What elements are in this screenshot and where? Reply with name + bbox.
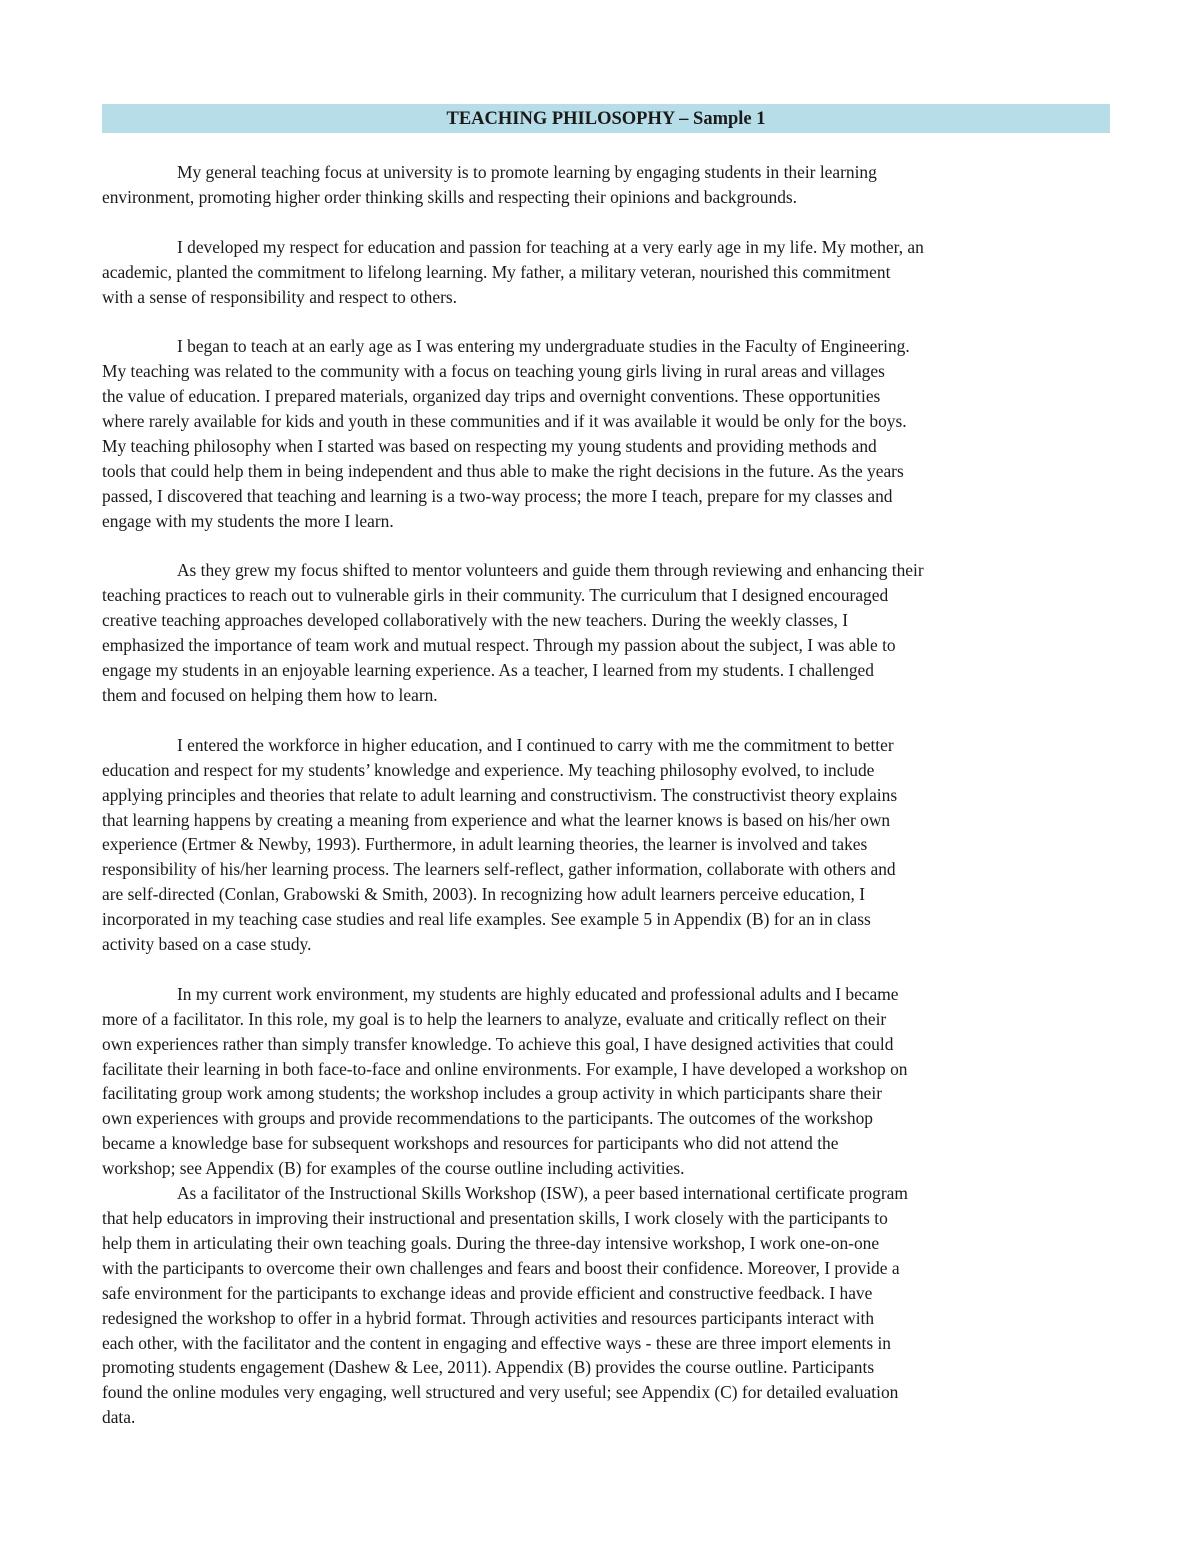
text-line: are self-directed (Conlan, Grabowski & Smith, 2003). In recognizing how adult learners perceive education, I — [102, 884, 865, 905]
text-line: applying principles and theories that relate to adult learning and constructivism. The constructivist theory explains — [102, 784, 898, 805]
text-line: redesigned the workshop to offer in a hybrid format. Through activities and resources participants interact with — [102, 1307, 875, 1328]
text-line: found the online modules very engaging, well structured and very useful; see Appendix (C) for detailed evaluation — [102, 1382, 899, 1403]
paragraph — [102, 558, 1110, 707]
text-line: where rarely available for kids and youth in these communities and if it was available it would be only for the boys. — [102, 411, 907, 432]
text-line: teaching practices to reach out to vulnerable girls in their community. The curriculum that I designed encouraged — [102, 585, 889, 606]
text-line: them and focused on helping them how to learn. — [102, 684, 438, 705]
text-line: promoting students engagement (Dashew & Lee, 2011). Appendix (B) provides the course outline. Participants — [102, 1357, 875, 1378]
text-line: the value of education. I prepared materials, organized day trips and overnight conventions. These opportunities — [102, 386, 881, 407]
text-line: that learning happens by creating a meaning from experience and what the learner knows is based on his/her own — [102, 809, 891, 830]
paragraph — [102, 334, 1110, 533]
paragraph — [102, 733, 1110, 957]
text-line: In my current work environment, my students are highly educated and professional adults and I became — [177, 983, 899, 1004]
text-line: more of a facilitator. In this role, my goal is to help the learners to analyze, evaluate and critically reflect on their — [102, 1008, 887, 1029]
text-line: environment, promoting higher order thinking skills and respecting their opinions and backgrounds. — [102, 186, 798, 207]
text-line: emphasized the importance of team work and mutual respect. Through my passion about the subject, I was able to — [102, 635, 896, 656]
text-line: engage my students in an enjoyable learning experience. As a teacher, I learned from my students. I challenged — [102, 660, 874, 681]
paragraph — [102, 160, 1110, 210]
text-line: I developed my respect for education and passion for teaching at a very early age in my life. My mother, an — [177, 236, 924, 257]
text-line: own experiences rather than simply transfer knowledge. To achieve this goal, I have designed activities that could — [102, 1033, 894, 1054]
text-line: I began to teach at an early age as I was entering my undergraduate studies in the Faculty of Engineering. — [177, 336, 910, 357]
text-line: data. — [102, 1407, 136, 1428]
paragraph — [102, 1181, 1110, 1430]
text-line: with the participants to overcome their own challenges and fears and boost their confidence. Moreover, I provide a — [102, 1257, 900, 1278]
text-line: I entered the workforce in higher education, and I continued to carry with me the commitment to better — [177, 734, 894, 755]
text-line: own experiences with groups and provide recommendations to the participants. The outcomes of the workshop — [102, 1108, 873, 1129]
document-body — [102, 160, 1110, 1430]
text-line: creative teaching approaches developed collaboratively with the new teachers. During the weekly classes, I — [102, 610, 849, 631]
text-line: passed, I discovered that teaching and learning is a two-way process; the more I teach, prepare for my classes and — [102, 485, 893, 506]
text-line: education and respect for my students’ knowledge and experience. My teaching philosophy evolved, to include — [102, 759, 875, 780]
text-line: each other, with the facilitator and the content in engaging and effective ways - these are three import elements in — [102, 1332, 891, 1353]
document-title: TEACHING PHILOSOPHY – Sample 1 — [102, 104, 1110, 133]
text-line: that help educators in improving their instructional and presentation skills, I work closely with the participants to — [102, 1207, 888, 1228]
text-line: help them in articulating their own teaching goals. During the three-day intensive workshop, I work one-on-one — [102, 1232, 880, 1253]
text-line: engage with my students the more I learn. — [102, 510, 394, 531]
text-line: responsibility of his/her learning process. The learners self-reflect, gather information, collaborate with others and — [102, 859, 896, 880]
text-line: As a facilitator of the Instructional Skills Workshop (ISW), a peer based international certificate program — [177, 1183, 908, 1204]
text-line: incorporated in my teaching case studies and real life examples. See example 5 in Appendix (B) for an in class — [102, 909, 871, 930]
text-line: academic, planted the commitment to lifelong learning. My father, a military veteran, nourished this commitment — [102, 261, 891, 282]
text-line: workshop; see Appendix (B) for examples of the course outline including activities. — [102, 1158, 685, 1179]
text-line: My teaching philosophy when I started was based on respecting my young students and providing methods and — [102, 435, 877, 456]
text-line: facilitate their learning in both face-to-face and online environments. For example, I have developed a workshop on — [102, 1058, 908, 1079]
paragraph — [102, 235, 1110, 310]
text-line: As they grew my focus shifted to mentor volunteers and guide them through reviewing and enhancing their — [177, 560, 924, 581]
text-line: facilitating group work among students; the workshop includes a group activity in which participants share their — [102, 1083, 882, 1104]
text-line: with a sense of responsibility and respect to others. — [102, 286, 457, 307]
document-page — [102, 104, 1110, 1455]
text-line: My general teaching focus at university is to promote learning by engaging students in their learning — [177, 162, 877, 182]
paragraph — [102, 982, 1110, 1181]
text-line: activity based on a case study. — [102, 934, 312, 955]
text-line: became a knowledge base for subsequent workshops and resources for participants who did not attend the — [102, 1133, 839, 1154]
text-line: safe environment for the participants to exchange ideas and provide efficient and constructive feedback. I have — [102, 1282, 873, 1303]
text-line: tools that could help them in being independent and thus able to make the right decisions in the future. As the years — [102, 460, 904, 481]
text-line: My teaching was related to the community with a focus on teaching young girls living in rural areas and villages — [102, 361, 885, 382]
text-line: experience (Ertmer & Newby, 1993). Furthermore, in adult learning theories, the learner is involved and takes — [102, 834, 868, 855]
